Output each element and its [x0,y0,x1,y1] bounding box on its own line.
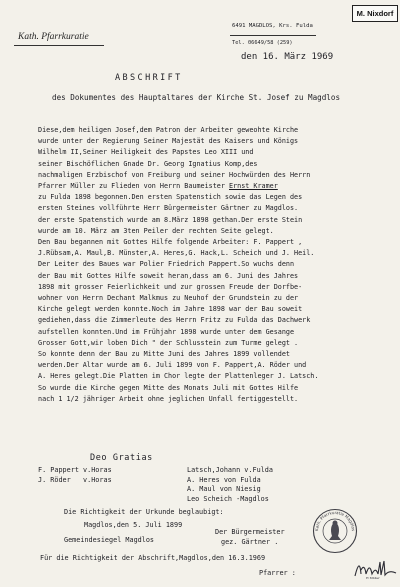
letterhead-address: 6491 MAGDLOS, Krs. Fulda [232,23,313,29]
pastor-label: Pfarrer : [259,569,296,577]
pastor-signature-icon [352,558,398,580]
body-line: Der Leiter des Baues war Polier Friedrich Pappert.So wuchs denn [38,260,295,269]
body-line: werden.Der Altar wurde am 6. Juli 1899 von F. Pappert,A. Röder und [38,361,307,370]
closing-deo-gratias: Deo Gratias [90,453,153,463]
body-line: der erste Spatenstich wurde am 8.März 1898 gethan.Der erste Stein [38,215,303,224]
body-line: J.Rübsam,A. Maul,B. Münster,A. Heres,G. Hack,L. Scheich und J. Heil. [38,249,315,258]
parish-seal-icon [312,508,358,554]
letterhead-rule-right [230,35,316,36]
body-line: So wurde die Kirche gegen Mitte des Monats Juli mit Gottes Hilfe [38,383,299,392]
body-line: Wilhelm II,Seiner Heiligkeit des Papstes Leo XIII und [38,148,254,157]
certification-date: Magdlos,den 5. Juli 1899 [84,521,183,529]
architect-name: Ernst Kramer [229,182,278,191]
document-body [38,125,388,405]
body-line: ersten Steines vollführte Herr Bürgermeister Gärtner zu Magdlos. [38,204,299,213]
body-line: A. Heres gelegt.Die Platten im Chor legte der Plattenleger J. Latsch. [38,372,319,381]
workers-list-left: F. Pappert v.Horas J. Röder v.Horas [38,466,112,484]
body-line: nachmaligen Erzbischof von Freiburg und seiner Hochwürden des Herrn [38,170,311,179]
body-line: Diese,dem heiligen Josef,dem Patron der Arbeiter geweohte Kirche [38,126,299,134]
body-line: seiner Bischöflichen Gnade Dr. Georg Ignatius Komp,des [38,159,258,168]
document-date: den 16. März 1969 [241,52,334,62]
body-line: zu Fulda 1898 begonnen.Den ersten Spatenstich sowie das Legen des [38,193,303,202]
workers-list-right: Latsch,Johann v.Fulda A. Heres von Fulda A. Maul von Niesig Leo Scheich -Magdlos [187,466,273,503]
body-line: Pfarrer Müller zu Flieden von Herrn Baumeister [38,182,230,191]
body-line: nach 1 1/2 jähriger Arbeit ohne jeglichen Unfall fertiggestellt. [38,394,299,403]
body-line: So konnte denn der Bau zu Mitte Juni des Jahres 1899 vollendet [38,350,290,359]
letterhead-rule-left [14,45,104,46]
body-line: wohner von Herrn Dechant Malkmus zu Neuhof der Grundstein zu der [38,294,299,303]
body-line: Den Bau begannen mit Gottes Hilfe folgende Arbeiter: F. Pappert , [38,238,303,247]
body-line: wurde am 10. März am 3ten Peiler der rechten Seite gelegt. [38,226,274,235]
svg-text:Kath. Pfarrkuratie Magdlos: Kath. Pfarrkuratie Magdlos [313,509,357,532]
body-line: wurde unter der Regierung Seiner Majestät des Kaisers und Königs [38,137,299,146]
letterhead-parish: Kath. Pfarrkuratie [18,32,89,42]
letterhead-telephone: Tel. 06649/58 (259) [232,40,293,46]
body-line: Kirche gelegt werden konnte.Noch im Jahre 1898 war der Bau soweit [38,305,303,314]
mayor-signature: gez. Gärtner . [221,538,279,546]
document-heading: ABSCHRIFT [115,73,183,83]
body-line: gediehen,dass die Zimmerleute des Herrn Fritz zu Fulda das Dachwerk [38,316,311,325]
body-line: der Bau mit Gottes Hilfe soweit heran,dass am 6. Juni des Jahres [38,271,299,280]
body-line: 1898 mit grosser Feierlichkeit und zur grossen Freude der Dorfbe- [38,282,303,291]
mayor-title: Der Bürgermeister [215,528,285,536]
body-line: aufstellen konnten.Und im Frühjahr 1898 wurde unter dem Gesange [38,327,295,336]
body-line: Grosser Gott,wir loben Dich " der Schlusstein zum Turme gelegt . [38,338,299,347]
municipal-seal-label: Gemeindesiegel Magdlos [64,536,155,544]
copy-certification-line: Für die Richtigkeit der Abschrift,Magdlos,den 16.3.1969 [40,554,266,562]
document-subheading: des Dokumentes des Hauptaltares der Kirche St. Josef zu Magdlos [52,93,341,102]
svg-text:H Müller: H Müller [366,576,380,580]
certification-line: Die Richtigkeit der Urkunde beglaubigt: [64,508,224,516]
corner-stamp: M. Nixdorf [352,5,398,22]
